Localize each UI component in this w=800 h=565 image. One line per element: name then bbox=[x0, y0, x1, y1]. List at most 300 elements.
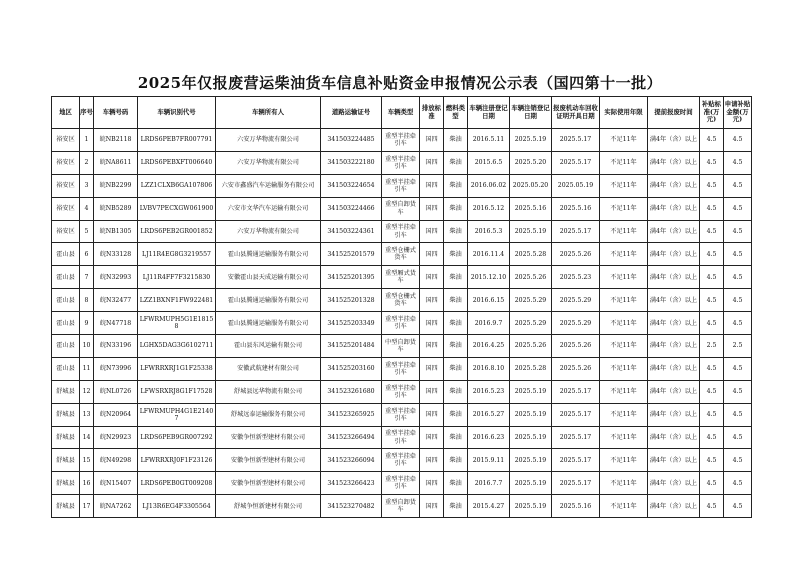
cell-emission: 国四 bbox=[420, 403, 444, 426]
cell-region: 舒城县 bbox=[52, 472, 80, 495]
cell-fuel: 柴油 bbox=[444, 220, 468, 243]
table-body bbox=[52, 129, 752, 518]
cell-cancel-date: 2025.5.28 bbox=[510, 357, 552, 380]
cell-subsidy-standard: 4.5 bbox=[700, 472, 724, 495]
cell-years-used: 不足11年 bbox=[600, 129, 648, 152]
cell-early-scrap: 满4年（含）以上 bbox=[648, 335, 700, 358]
cell-reg-date: 2016.5.23 bbox=[468, 380, 510, 403]
cell-cancel-date: 2025.5.19 bbox=[510, 129, 552, 152]
cell-owner: 安徽争恒新型建材有限公司 bbox=[216, 472, 321, 495]
table-row bbox=[52, 129, 752, 152]
cell-scrap-cert-date: 2025.5.17 bbox=[552, 449, 600, 472]
cell-emission: 国四 bbox=[420, 197, 444, 220]
cell-early-scrap: 满4年（含）以上 bbox=[648, 472, 700, 495]
cell-vehicle-type: 重型半挂牵引车 bbox=[382, 312, 420, 335]
cell-years-used: 不足11年 bbox=[600, 197, 648, 220]
cell-index: 14 bbox=[80, 426, 94, 449]
cell-subsidy-amount: 4.5 bbox=[724, 403, 752, 426]
cell-owner: 舒城远泰运输服务有限公司 bbox=[216, 403, 321, 426]
cell-region: 舒城县 bbox=[52, 403, 80, 426]
cell-transport-cert: 341525201328 bbox=[321, 289, 382, 312]
cell-index: 13 bbox=[80, 403, 94, 426]
cell-scrap-cert-date: 2025.5.26 bbox=[552, 357, 600, 380]
cell-early-scrap: 满4年（含）以上 bbox=[648, 243, 700, 266]
col-plate-header: 车辆号码 bbox=[94, 97, 138, 129]
cell-years-used: 不足11年 bbox=[600, 426, 648, 449]
cell-fuel: 柴油 bbox=[444, 243, 468, 266]
cell-region: 霍山县 bbox=[52, 266, 80, 289]
cell-fuel: 柴油 bbox=[444, 426, 468, 449]
cell-years-used: 不足11年 bbox=[600, 380, 648, 403]
cell-emission: 国四 bbox=[420, 151, 444, 174]
cell-emission: 国四 bbox=[420, 357, 444, 380]
cell-owner: 六安万华物流有限公司 bbox=[216, 129, 321, 152]
cell-vehicle-type: 重型半挂牵引车 bbox=[382, 174, 420, 197]
col-emission-header: 排放标准 bbox=[420, 97, 444, 129]
cell-transport-cert: 341503224654 bbox=[321, 174, 382, 197]
cell-subsidy-amount: 4.5 bbox=[724, 312, 752, 335]
cell-reg-date: 2016.06.02 bbox=[468, 174, 510, 197]
table-row bbox=[52, 174, 752, 197]
col-owner-header: 车辆所有人 bbox=[216, 97, 321, 129]
cell-transport-cert: 341523261680 bbox=[321, 380, 382, 403]
cell-scrap-cert-date: 2025.05.19 bbox=[552, 174, 600, 197]
cell-index: 9 bbox=[80, 312, 94, 335]
cell-vehicle-type: 重型半挂牵引车 bbox=[382, 472, 420, 495]
cell-index: 7 bbox=[80, 266, 94, 289]
table-row bbox=[52, 449, 752, 472]
cell-plate: 皖NB2299 bbox=[94, 174, 138, 197]
cell-fuel: 柴油 bbox=[444, 312, 468, 335]
cell-index: 5 bbox=[80, 220, 94, 243]
cell-early-scrap: 满4年（含）以上 bbox=[648, 129, 700, 152]
cell-scrap-cert-date: 2025.5.16 bbox=[552, 197, 600, 220]
cell-subsidy-amount: 4.5 bbox=[724, 266, 752, 289]
cell-vin: LVBV7PECXGW061900 bbox=[138, 197, 216, 220]
cell-vin: LFWRMUPH5G1E18158 bbox=[138, 312, 216, 335]
cell-fuel: 柴油 bbox=[444, 151, 468, 174]
cell-scrap-cert-date: 2025.5.17 bbox=[552, 472, 600, 495]
cell-reg-date: 2016.5.3 bbox=[468, 220, 510, 243]
col-fuel-header: 燃料类型 bbox=[444, 97, 468, 129]
subsidy-table bbox=[51, 96, 752, 518]
cell-transport-cert: 341525203349 bbox=[321, 312, 382, 335]
cell-emission: 国四 bbox=[420, 174, 444, 197]
cell-owner: 六安市鑫盛汽车运输服务有限公司 bbox=[216, 174, 321, 197]
cell-transport-cert: 341523266094 bbox=[321, 449, 382, 472]
col-cancel-date-header: 车辆注销登记日期 bbox=[510, 97, 552, 129]
cell-scrap-cert-date: 2025.5.26 bbox=[552, 243, 600, 266]
cell-years-used: 不足11年 bbox=[600, 335, 648, 358]
cell-subsidy-standard: 4.5 bbox=[700, 197, 724, 220]
cell-cancel-date: 2025.5.19 bbox=[510, 380, 552, 403]
cell-vin: LRDS6PEB2GR001852 bbox=[138, 220, 216, 243]
cell-reg-date: 2016.9.7 bbox=[468, 312, 510, 335]
cell-vin: LRDS6PEB0GT009208 bbox=[138, 472, 216, 495]
cell-index: 15 bbox=[80, 449, 94, 472]
cell-vehicle-type: 重型半挂牵引车 bbox=[382, 129, 420, 152]
cell-subsidy-standard: 4.5 bbox=[700, 357, 724, 380]
cell-emission: 国四 bbox=[420, 426, 444, 449]
cell-owner: 六安万华物流有限公司 bbox=[216, 220, 321, 243]
cell-years-used: 不足11年 bbox=[600, 357, 648, 380]
table-row bbox=[52, 151, 752, 174]
cell-early-scrap: 满4年（含）以上 bbox=[648, 312, 700, 335]
table-row bbox=[52, 403, 752, 426]
cell-vehicle-type: 重型仓栅式货车 bbox=[382, 289, 420, 312]
cell-fuel: 柴油 bbox=[444, 449, 468, 472]
cell-fuel: 柴油 bbox=[444, 495, 468, 518]
cell-scrap-cert-date: 2025.5.29 bbox=[552, 289, 600, 312]
cell-owner: 安徽争恒新型建材有限公司 bbox=[216, 426, 321, 449]
cell-emission: 国四 bbox=[420, 312, 444, 335]
cell-index: 16 bbox=[80, 472, 94, 495]
cell-subsidy-standard: 4.5 bbox=[700, 403, 724, 426]
cell-subsidy-standard: 4.5 bbox=[700, 129, 724, 152]
cell-vehicle-type: 重型半挂牵引车 bbox=[382, 426, 420, 449]
cell-subsidy-standard: 4.5 bbox=[700, 151, 724, 174]
cell-cancel-date: 2025.5.19 bbox=[510, 449, 552, 472]
cell-subsidy-amount: 4.5 bbox=[724, 129, 752, 152]
cell-plate: 皖NA8611 bbox=[94, 151, 138, 174]
cell-cancel-date: 2025.5.20 bbox=[510, 151, 552, 174]
table-row bbox=[52, 312, 752, 335]
cell-subsidy-standard: 4.5 bbox=[700, 220, 724, 243]
cell-owner: 安徽霍山县天成运输有限公司 bbox=[216, 266, 321, 289]
cell-index: 10 bbox=[80, 335, 94, 358]
cell-vin: LRDS6PEBXFT006640 bbox=[138, 151, 216, 174]
cell-early-scrap: 满4年（含）以上 bbox=[648, 220, 700, 243]
cell-subsidy-standard: 4.5 bbox=[700, 289, 724, 312]
cell-emission: 国四 bbox=[420, 335, 444, 358]
cell-index: 1 bbox=[80, 129, 94, 152]
cell-emission: 国四 bbox=[420, 220, 444, 243]
cell-region: 舒城县 bbox=[52, 380, 80, 403]
cell-scrap-cert-date: 2025.5.17 bbox=[552, 426, 600, 449]
cell-transport-cert: 341525201395 bbox=[321, 266, 382, 289]
cell-vin: LJ13R6EG4F3305564 bbox=[138, 495, 216, 518]
cell-subsidy-amount: 4.5 bbox=[724, 151, 752, 174]
cell-early-scrap: 满4年（含）以上 bbox=[648, 289, 700, 312]
cell-index: 4 bbox=[80, 197, 94, 220]
cell-region: 裕安区 bbox=[52, 174, 80, 197]
cell-emission: 国四 bbox=[420, 495, 444, 518]
cell-reg-date: 2016.5.27 bbox=[468, 403, 510, 426]
cell-plate: 皖N32993 bbox=[94, 266, 138, 289]
cell-reg-date: 2015.4.27 bbox=[468, 495, 510, 518]
cell-region: 裕安区 bbox=[52, 197, 80, 220]
cell-region: 霍山县 bbox=[52, 335, 80, 358]
cell-owner: 霍山县腾通运输服务有限公司 bbox=[216, 289, 321, 312]
cell-transport-cert: 341525203160 bbox=[321, 357, 382, 380]
cell-subsidy-amount: 4.5 bbox=[724, 289, 752, 312]
cell-cancel-date: 2025.5.26 bbox=[510, 266, 552, 289]
cell-reg-date: 2015.6.5 bbox=[468, 151, 510, 174]
cell-owner: 安徽武航建材有限公司 bbox=[216, 357, 321, 380]
cell-transport-cert: 341503224466 bbox=[321, 197, 382, 220]
cell-fuel: 柴油 bbox=[444, 357, 468, 380]
cell-owner: 六安市文华汽车运输有限公司 bbox=[216, 197, 321, 220]
cell-owner: 安徽争恒新型建材有限公司 bbox=[216, 449, 321, 472]
cell-early-scrap: 满4年（含）以上 bbox=[648, 266, 700, 289]
col-reg-date-header: 车辆注册登记日期 bbox=[468, 97, 510, 129]
cell-cancel-date: 2025.5.19 bbox=[510, 495, 552, 518]
col-years-used-header: 实际使用年限 bbox=[600, 97, 648, 129]
cell-vehicle-type: 重型半挂牵引车 bbox=[382, 151, 420, 174]
table-row bbox=[52, 220, 752, 243]
cell-vehicle-type: 重型自卸货车 bbox=[382, 495, 420, 518]
cell-subsidy-standard: 4.5 bbox=[700, 312, 724, 335]
cell-years-used: 不足11年 bbox=[600, 220, 648, 243]
cell-region: 霍山县 bbox=[52, 357, 80, 380]
cell-years-used: 不足11年 bbox=[600, 289, 648, 312]
col-scrap-cert-date-header: 报废机动车回收证明开具日期 bbox=[552, 97, 600, 129]
cell-emission: 国四 bbox=[420, 243, 444, 266]
cell-emission: 国四 bbox=[420, 380, 444, 403]
cell-subsidy-amount: 4.5 bbox=[724, 174, 752, 197]
cell-vehicle-type: 重型厢式货车 bbox=[382, 266, 420, 289]
cell-subsidy-standard: 4.5 bbox=[700, 266, 724, 289]
cell-region: 裕安区 bbox=[52, 151, 80, 174]
cell-cancel-date: 2025.5.28 bbox=[510, 243, 552, 266]
cell-subsidy-standard: 4.5 bbox=[700, 174, 724, 197]
cell-index: 8 bbox=[80, 289, 94, 312]
table-row bbox=[52, 335, 752, 358]
table-row bbox=[52, 495, 752, 518]
cell-subsidy-amount: 4.5 bbox=[724, 357, 752, 380]
col-vin-header: 车辆识别代号 bbox=[138, 97, 216, 129]
cell-subsidy-amount: 4.5 bbox=[724, 449, 752, 472]
cell-region: 霍山县 bbox=[52, 289, 80, 312]
cell-emission: 国四 bbox=[420, 129, 444, 152]
cell-vin: LJ11R4FF7F3215830 bbox=[138, 266, 216, 289]
cell-fuel: 柴油 bbox=[444, 129, 468, 152]
cell-early-scrap: 满4年（含）以上 bbox=[648, 380, 700, 403]
table-row bbox=[52, 357, 752, 380]
cell-years-used: 不足11年 bbox=[600, 449, 648, 472]
table-row bbox=[52, 472, 752, 495]
cell-early-scrap: 满4年（含）以上 bbox=[648, 495, 700, 518]
cell-early-scrap: 满4年（含）以上 bbox=[648, 403, 700, 426]
cell-vin: LFWRMUPH4G1E21407 bbox=[138, 403, 216, 426]
cell-transport-cert: 341523270482 bbox=[321, 495, 382, 518]
cell-fuel: 柴油 bbox=[444, 289, 468, 312]
cell-subsidy-amount: 4.5 bbox=[724, 472, 752, 495]
cell-subsidy-amount: 4.5 bbox=[724, 380, 752, 403]
cell-early-scrap: 满4年（含）以上 bbox=[648, 197, 700, 220]
cell-vin: LZZ1CLXB6GA107806 bbox=[138, 174, 216, 197]
cell-subsidy-standard: 4.5 bbox=[700, 426, 724, 449]
cell-subsidy-standard: 4.5 bbox=[700, 243, 724, 266]
cell-years-used: 不足11年 bbox=[600, 174, 648, 197]
cell-vehicle-type: 重型半挂牵引车 bbox=[382, 357, 420, 380]
cell-reg-date: 2016.11.4 bbox=[468, 243, 510, 266]
cell-vehicle-type: 重型自卸货车 bbox=[382, 197, 420, 220]
cell-fuel: 柴油 bbox=[444, 174, 468, 197]
cell-region: 霍山县 bbox=[52, 243, 80, 266]
cell-index: 6 bbox=[80, 243, 94, 266]
cell-fuel: 柴油 bbox=[444, 380, 468, 403]
cell-plate: 皖NB5289 bbox=[94, 197, 138, 220]
cell-emission: 国四 bbox=[420, 289, 444, 312]
cell-vehicle-type: 中型自卸货车 bbox=[382, 335, 420, 358]
cell-transport-cert: 341523266494 bbox=[321, 426, 382, 449]
cell-transport-cert: 341503224361 bbox=[321, 220, 382, 243]
cell-reg-date: 2016.5.11 bbox=[468, 129, 510, 152]
cell-years-used: 不足11年 bbox=[600, 495, 648, 518]
cell-cancel-date: 2025.5.26 bbox=[510, 335, 552, 358]
cell-scrap-cert-date: 2025.5.16 bbox=[552, 495, 600, 518]
cell-vehicle-type: 重型半挂牵引车 bbox=[382, 449, 420, 472]
cell-plate: 皖N15407 bbox=[94, 472, 138, 495]
table-row bbox=[52, 380, 752, 403]
cell-index: 11 bbox=[80, 357, 94, 380]
cell-transport-cert: 341523265925 bbox=[321, 403, 382, 426]
cell-transport-cert: 341523266423 bbox=[321, 472, 382, 495]
cell-early-scrap: 满4年（含）以上 bbox=[648, 449, 700, 472]
cell-years-used: 不足11年 bbox=[600, 243, 648, 266]
col-subsidy-amount-header: 申请补贴金额(万元) bbox=[724, 97, 752, 129]
cell-transport-cert: 341503224485 bbox=[321, 129, 382, 152]
cell-plate: 皖NB1305 bbox=[94, 220, 138, 243]
cell-subsidy-standard: 4.5 bbox=[700, 449, 724, 472]
col-region-header: 地区 bbox=[52, 97, 80, 129]
cell-subsidy-amount: 4.5 bbox=[724, 197, 752, 220]
cell-vehicle-type: 重型半挂牵引车 bbox=[382, 220, 420, 243]
cell-region: 裕安区 bbox=[52, 129, 80, 152]
cell-emission: 国四 bbox=[420, 266, 444, 289]
cell-fuel: 柴油 bbox=[444, 266, 468, 289]
cell-subsidy-amount: 4.5 bbox=[724, 426, 752, 449]
cell-reg-date: 2016.6.15 bbox=[468, 289, 510, 312]
cell-index: 3 bbox=[80, 174, 94, 197]
table-row bbox=[52, 197, 752, 220]
cell-vehicle-type: 重型半挂牵引车 bbox=[382, 403, 420, 426]
cell-region: 舒城县 bbox=[52, 449, 80, 472]
cell-scrap-cert-date: 2025.5.17 bbox=[552, 380, 600, 403]
cell-vin: LFWRRXRJ1G1F25338 bbox=[138, 357, 216, 380]
cell-reg-date: 2016.4.25 bbox=[468, 335, 510, 358]
cell-vin: LRDS6PEB7FR007791 bbox=[138, 129, 216, 152]
cell-vin: LFWSRXRJ8G1F17528 bbox=[138, 380, 216, 403]
cell-early-scrap: 满4年（含）以上 bbox=[648, 426, 700, 449]
cell-plate: 皖N20964 bbox=[94, 403, 138, 426]
col-early-scrap-header: 提前报废时间 bbox=[648, 97, 700, 129]
cell-subsidy-amount: 2.5 bbox=[724, 335, 752, 358]
cell-vin: LFWRRXRJ0F1F23126 bbox=[138, 449, 216, 472]
cell-years-used: 不足11年 bbox=[600, 472, 648, 495]
cell-vin: LRDS6PEB9GR007292 bbox=[138, 426, 216, 449]
cell-cancel-date: 2025.5.19 bbox=[510, 472, 552, 495]
cell-region: 霍山县 bbox=[52, 312, 80, 335]
cell-fuel: 柴油 bbox=[444, 472, 468, 495]
cell-vehicle-type: 重型仓栅式货车 bbox=[382, 243, 420, 266]
cell-scrap-cert-date: 2025.5.23 bbox=[552, 266, 600, 289]
cell-scrap-cert-date: 2025.5.17 bbox=[552, 220, 600, 243]
cell-cancel-date: 2025.5.16 bbox=[510, 197, 552, 220]
cell-scrap-cert-date: 2025.5.17 bbox=[552, 151, 600, 174]
cell-subsidy-amount: 4.5 bbox=[724, 495, 752, 518]
cell-subsidy-standard: 2.5 bbox=[700, 335, 724, 358]
table-row bbox=[52, 289, 752, 312]
cell-fuel: 柴油 bbox=[444, 197, 468, 220]
cell-cancel-date: 2025.5.29 bbox=[510, 289, 552, 312]
cell-years-used: 不足11年 bbox=[600, 266, 648, 289]
cell-emission: 国四 bbox=[420, 472, 444, 495]
cell-cancel-date: 2025.5.29 bbox=[510, 312, 552, 335]
cell-years-used: 不足11年 bbox=[600, 312, 648, 335]
cell-reg-date: 2016.5.12 bbox=[468, 197, 510, 220]
cell-plate: 皖N47718 bbox=[94, 312, 138, 335]
table-row bbox=[52, 426, 752, 449]
cell-plate: 皖N33196 bbox=[94, 335, 138, 358]
cell-region: 舒城县 bbox=[52, 495, 80, 518]
cell-subsidy-standard: 4.5 bbox=[700, 380, 724, 403]
cell-owner: 霍山县东风运输有限公司 bbox=[216, 335, 321, 358]
cell-index: 12 bbox=[80, 380, 94, 403]
cell-scrap-cert-date: 2025.5.29 bbox=[552, 312, 600, 335]
cell-plate: 皖N73996 bbox=[94, 357, 138, 380]
cell-reg-date: 2015.12.10 bbox=[468, 266, 510, 289]
cell-years-used: 不足11年 bbox=[600, 151, 648, 174]
cell-scrap-cert-date: 2025.5.26 bbox=[552, 335, 600, 358]
table-row bbox=[52, 266, 752, 289]
cell-region: 裕安区 bbox=[52, 220, 80, 243]
cell-reg-date: 2016.8.10 bbox=[468, 357, 510, 380]
cell-plate: 皖N29923 bbox=[94, 426, 138, 449]
cell-owner: 舒城县远华物流有限公司 bbox=[216, 380, 321, 403]
cell-cancel-date: 2025.5.19 bbox=[510, 220, 552, 243]
cell-plate: 皖NB2118 bbox=[94, 129, 138, 152]
cell-reg-date: 2016.7.7 bbox=[468, 472, 510, 495]
cell-plate: 皖N32477 bbox=[94, 289, 138, 312]
cell-plate: 皖N33128 bbox=[94, 243, 138, 266]
cell-vin: LZZ1BXNF1FW922481 bbox=[138, 289, 216, 312]
cell-cancel-date: 2025.5.19 bbox=[510, 426, 552, 449]
cell-owner: 霍山县腾通运输服务有限公司 bbox=[216, 243, 321, 266]
cell-reg-date: 2015.9.11 bbox=[468, 449, 510, 472]
cell-region: 舒城县 bbox=[52, 426, 80, 449]
col-index-header: 序号 bbox=[80, 97, 94, 129]
table-row bbox=[52, 243, 752, 266]
cell-early-scrap: 满4年（含）以上 bbox=[648, 174, 700, 197]
col-vehicle-type-header: 车辆类型 bbox=[382, 97, 420, 129]
cell-vin: LJ11R4EG8G3219557 bbox=[138, 243, 216, 266]
cell-plate: 皖NL0726 bbox=[94, 380, 138, 403]
cell-owner: 舒城争恒新建材有限公司 bbox=[216, 495, 321, 518]
cell-years-used: 不足11年 bbox=[600, 403, 648, 426]
cell-vehicle-type: 重型半挂牵引车 bbox=[382, 380, 420, 403]
cell-cancel-date: 2025.05.20 bbox=[510, 174, 552, 197]
cell-fuel: 柴油 bbox=[444, 335, 468, 358]
cell-scrap-cert-date: 2025.5.17 bbox=[552, 403, 600, 426]
cell-owner: 霍山县腾通运输服务有限公司 bbox=[216, 312, 321, 335]
cell-transport-cert: 341525201484 bbox=[321, 335, 382, 358]
cell-fuel: 柴油 bbox=[444, 403, 468, 426]
cell-cancel-date: 2025.5.19 bbox=[510, 403, 552, 426]
cell-early-scrap: 满4年（含）以上 bbox=[648, 151, 700, 174]
cell-vin: LGHX5DAG3G6102711 bbox=[138, 335, 216, 358]
cell-subsidy-amount: 4.5 bbox=[724, 220, 752, 243]
page-title: 2025年仅报废营运柴油货车信息补贴资金申报情况公示表（国四第十一批） bbox=[137, 74, 663, 92]
cell-transport-cert: 341503222180 bbox=[321, 151, 382, 174]
header-row bbox=[52, 97, 752, 129]
cell-transport-cert: 341525201579 bbox=[321, 243, 382, 266]
cell-scrap-cert-date: 2025.5.17 bbox=[552, 129, 600, 152]
cell-subsidy-amount: 4.5 bbox=[724, 243, 752, 266]
cell-plate: 皖NA7262 bbox=[94, 495, 138, 518]
col-transport-cert-header: 道路运输证号 bbox=[321, 97, 382, 129]
